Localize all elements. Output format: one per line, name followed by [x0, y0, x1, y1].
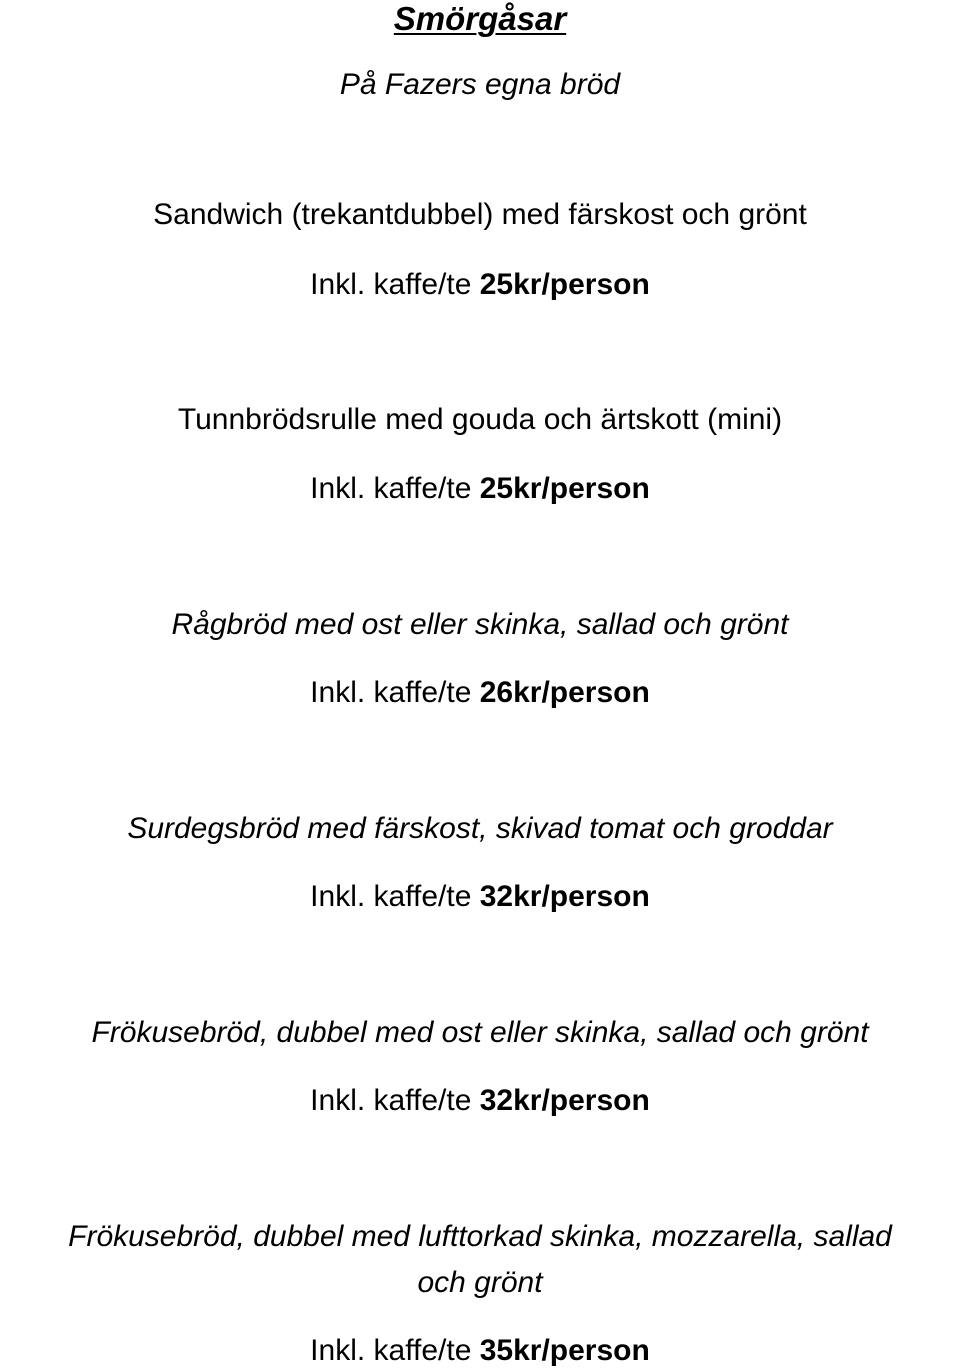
- menu-item-price: [0, 474, 960, 504]
- menu-item-name: Surdegsbröd med färskost, skivad tomat och groddar: [127, 812, 833, 845]
- menu-item-name-line1: Frökusebröd, dubbel med lufttorkad skinka, mozzarella, sallad: [68, 1220, 892, 1253]
- menu-item-name-line2: och grönt: [417, 1266, 543, 1299]
- price-value: 35kr/person: [479, 1334, 650, 1367]
- menu-item-price: [0, 678, 960, 708]
- menu-item-price: [0, 882, 960, 912]
- price-label: Inkl. kaffe/te: [310, 880, 472, 913]
- price-value: 32kr/person: [479, 1084, 650, 1117]
- price-label: Inkl. kaffe/te: [310, 1084, 472, 1117]
- menu-item-name: Tunnbrödsrulle med gouda och ärtskott (mini): [177, 403, 783, 436]
- page-title: Smörgåsar: [393, 0, 567, 37]
- price-value: 25kr/person: [479, 472, 650, 505]
- menu-item-name: Rågbröd med ost eller skinka, sallad och grönt: [171, 608, 789, 641]
- price-value: 25kr/person: [479, 268, 650, 301]
- menu-item-price: [0, 1336, 960, 1366]
- price-label: Inkl. kaffe/te: [310, 676, 472, 709]
- page-subtitle: På Fazers egna bröd: [339, 68, 621, 101]
- menu-item-price: [0, 270, 960, 300]
- price-value: 26kr/person: [479, 676, 650, 709]
- menu-item-price: [0, 1086, 960, 1116]
- menu-item-name: Sandwich (trekantdubbel) med färskost och grönt: [153, 198, 807, 231]
- price-label: Inkl. kaffe/te: [310, 1334, 472, 1367]
- price-label: Inkl. kaffe/te: [310, 268, 472, 301]
- price-value: 32kr/person: [479, 880, 650, 913]
- menu-item-name: Frökusebröd, dubbel med ost eller skinka, sallad och grönt: [91, 1016, 869, 1049]
- price-label: Inkl. kaffe/te: [310, 472, 472, 505]
